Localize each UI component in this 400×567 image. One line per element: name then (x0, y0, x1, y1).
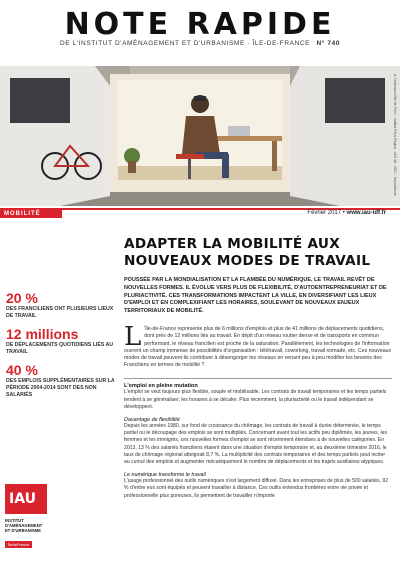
key-figure (6, 290, 116, 319)
subsection-paragraph: Depuis les années 1980, sur fond de croissance du chômage, les contrats de travail à durée déterminée, le temps partiel ou le découpage des emplois se sont multipliés. Concernant avant tout les actifs peu diplômés, les jeunes, les femmes et les immigrés, ces nouvelles formes d'emploi se sont récemment étendues à de nouvelles catégories. En 2013, 13 % des salariés franciliens étaient dans une situation d'emploi temporaire et, au deuxième trimestre 2016, le taux de chômage régional atteignait 8,7 %. La multiplicité des contrats temporaires et des temps partiels peut inciter au cumul des emplois et augmenter mécaniquement le nombre de déplacements et les trajets auxiliaires atypiques. (124, 422, 388, 465)
subsection-paragraph: L'usage professionnel des outils numériques s'est largement diffusé. Dans les entreprises de plus de 500 salariés, 92 % d'entre eux sont équipés et peuvent travailler à distance. Ces outils entendus frontières entre vie privée et professionnelle plus poreuses, ils permettent de travailler n'importe (124, 478, 389, 499)
key-figure (6, 326, 116, 355)
drop-cap: L (124, 321, 142, 352)
key-figure (6, 362, 116, 398)
key-figure-text: DES EMPLOIS SUPPLÉMENTAIRES SUR LA PÉRIODE 2004-2014 SONT DES NON SALARIÉS (6, 378, 115, 398)
category-label: MOBILITÉ (0, 210, 62, 219)
cover-photo-illustration (0, 66, 400, 206)
article (124, 236, 392, 500)
category-bar (0, 208, 400, 218)
cover-photo (0, 66, 400, 206)
website-link[interactable]: www.iau-idf.fr (346, 210, 386, 216)
article-title-line-1: ADAPTER LA MOBILITÉ AUX (124, 236, 340, 252)
article-title-line-2: NOUVEAUX MODES DE TRAVAIL (124, 253, 371, 269)
key-figures (6, 290, 116, 405)
subsection-heading: Davantage de flexibilité (124, 416, 180, 423)
region-logo: ÎledeFrance (5, 541, 32, 548)
section-heading: L'emploi en pleine mutation (124, 383, 198, 390)
article-intro (124, 321, 392, 370)
key-figure-value: 40 % (6, 362, 38, 379)
subsection-heading: Le numérique transforme le travail (124, 472, 206, 479)
iau-logo-text (5, 518, 105, 533)
key-figure-text: DE DÉPLACEMENTS QUOTIDIENS LIÉS AU TRAVAIL (6, 342, 114, 355)
iau-logo-mark: IAU (5, 484, 47, 514)
key-figure-text: DES FRANCILIENS ONT PLUSIEURS LIEUX DE TRAVAIL (6, 306, 114, 319)
publication-date: Février 2017 • (307, 210, 345, 216)
publisher-name: DE L'INSTITUT D'AMÉNAGEMENT ET D'URBANISME · ÎLE-DE-FRANCE (59, 40, 311, 47)
logo-line-2: D'AMÉNAGEMENT (5, 523, 43, 528)
publication-title: NOTE RAPIDE (64, 7, 336, 42)
photo-credit: A. Delamare/Ville de Paris - Institut Paris Region - IAU idf - 2017 - Nomadisme (393, 74, 397, 196)
logo-line-1: INSTITUT (5, 518, 24, 523)
section-divider (124, 378, 392, 379)
issue-number: N° 740 (316, 40, 341, 47)
key-figure-value: 20 % (6, 290, 38, 306)
article-intro-text: 'Île-de-France représente plus de 6 millions d'emplois et plus de 41 millions de déplacements quotidiens, dont près de 12 millions liés au travail. En dépit d'un réseau routier dense et de transports en commun performant, le réseau francilien est proche de la saturation. Parallèlement, les technologies de l'information ouvrent un champ immense de possibilités d'organisation : télétravail, coworking, travail nomade, etc. Ces nouveaux modes de travail peuvent-ils contribuer à désengorger les réseaux en venant peu à peu modifier les besoins des Franciliens en termes de mobilité ? (124, 325, 392, 369)
key-figure-value: 12 millions (6, 326, 79, 343)
logo-line-3: ET D'URBANISME (5, 528, 41, 533)
issue-date (307, 210, 386, 216)
publication-subtitle (0, 40, 400, 47)
masthead (0, 8, 400, 42)
article-lead: POUSSÉE PAR LA MONDIALISATION ET LA FLAMBÉE DU NUMÉRIQUE, LE TRAVAIL REVÊT DE NOUVELLES FORMES. IL ÉVOLUE VERS PLUS DE FLEXIBILITÉ, D'AUTOENTREPRENEURIAT ET DE PLURIACTIVITÉ. CES TRANSFORMATIONS IMPACTENT LA VILLE, EN DIVERSIFIANT LES LIEUX D'EMPLOI ET EN COMPLEXIFIANT LES HORAIRES, SOULEVANT DE NOUVEAUX ENJEUX TERRITORIAUX DE MOBILITÉ. (124, 277, 387, 315)
article-title (124, 236, 392, 270)
section-paragraph: L'emploi se veut toujours plus flexible, souple et mobilisable. Les contrats de travail temporaires et les temps partiels tendent à se généraliser, les horaires à se décaler. Plus récemment, la pluriactivité ou le travail indépendant se développent. (124, 389, 387, 410)
iau-logo (5, 484, 105, 551)
